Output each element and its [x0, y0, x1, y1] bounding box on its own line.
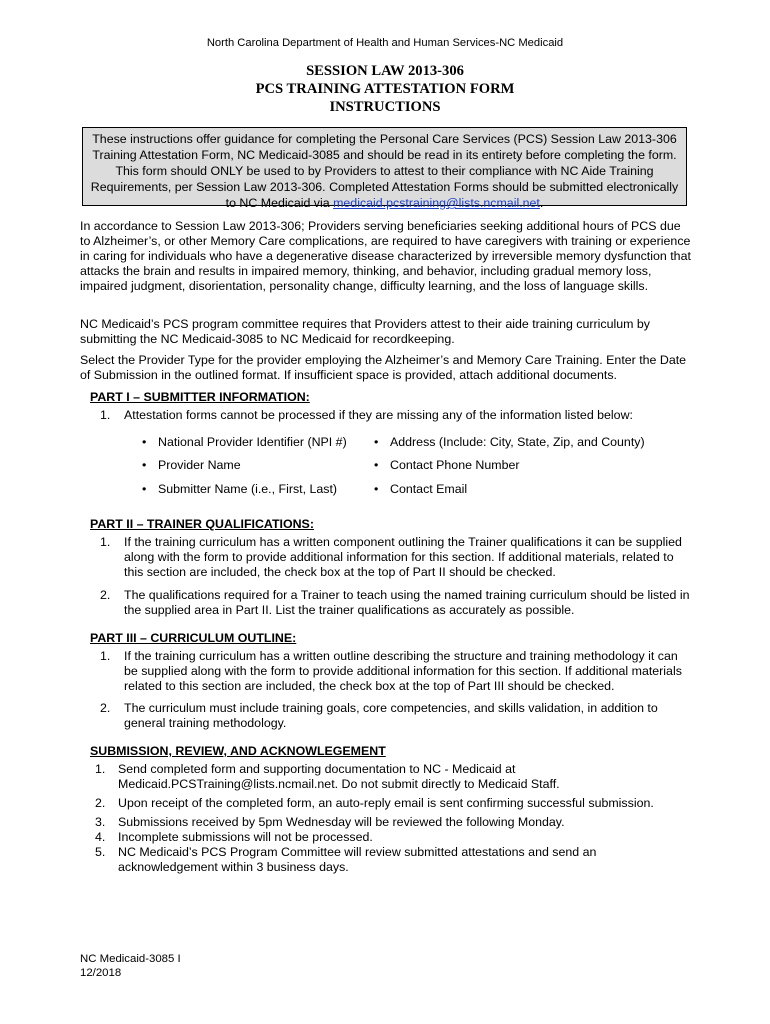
submission-heading: SUBMISSION, REVIEW, AND ACKNOWLEGEMENT [90, 744, 386, 758]
intro-paragraph-committee: NC Medicaid’s PCS program committee requires that Providers attest to their aide training curriculum by submitting the NC Medicaid-3085 to NC Medicaid for recordkeeping. [80, 317, 650, 346]
part-1-heading: PART I – SUBMITTER INFORMATION: [90, 390, 310, 404]
footer-form-id: NC Medicaid-3085 I [80, 953, 181, 965]
title-line-3: INSTRUCTIONS [329, 99, 441, 115]
agency-header: North Carolina Department of Health and Human Services-NC Medicaid [206, 37, 564, 49]
intro-text: These instructions offer guidance for completing the Personal Care Services (PCS) Session Law 2013-306 Training Attestation Form, NC Medicaid-3085 and should be read in its entirety before completing the form. This form should ONLY be used to by Providers to attest to their compliance with NC Aide Training Requirements, per Session Law 2013-306. Completed Attestation Forms should be submitted electronically to NC Medicaid via [90, 132, 679, 210]
part-3-heading: PART III – CURRICULUM OUTLINE: [90, 631, 297, 645]
page-footer [80, 952, 181, 980]
instructions-summary-box [82, 127, 687, 210]
part-2-heading: PART II – TRAINER QUALIFICATIONS: [90, 517, 314, 531]
document-title [0, 62, 770, 116]
intro-paragraph-provider-type: Select the Provider Type for the provider employing the Alzheimer’s and Memory Care Training. Enter the Date of Submission in the outlined format. If insufficient space is provided, attach additional documents. [80, 353, 687, 382]
footer-date: 12/2018 [80, 967, 122, 979]
intro-paragraph-session-law: In accordance to Session Law 2013-306; Providers serving beneficiaries seeking additional hours of PCS due to Alzheimer’s, or other Memory Care complications, are required to have caregivers with training or experience in caring for individuals who have a degenerative disease characterized by irreversible memory dysfunction that attacks the brain and results in impaired memory, thinking, and behavior, including gradual memory loss, impaired judgment, disorientation, personality change, difficulty learning, and the loss of language skills. [80, 219, 691, 293]
intro-end: . [539, 196, 544, 210]
title-line-2: PCS TRAINING ATTESTATION FORM [255, 81, 515, 97]
document-page: North Carolina Department of Health and Human Services-NC Medicaid SESSION LAW 2013-306 PCS TRAINING ATTESTATION FORM INSTRUCTIONS These instructions offer guidance for completing the Personal Care Services (PCS) Session Law 2013-306 Training Attestation Form, NC Medicaid-3085 and should be read in its entirety before completing the form. This form should ONLY be used to by Providers to attest to their compliance with NC Aide Training Requirements, per Session Law 2013-306. Completed Attestation Forms should be submitted electronically to NC Medicaid via medicaid.pcstraining@lists.ncmail.net. In accordance to Session Law 2013-306; Providers serving beneficiaries seeking additional hours of PCS due to Alzheimer’s, or other Memory Care complications, are required to have caregivers with training or experience in caring for individuals who have a degenerative disease characterized by irreversible memory dysfunction that attacks the brain and results in impaired memory, thinking, and behavior, including gradual memory loss, impaired judgment, disorientation, personality change, difficulty learning, and the loss of language skills. NC Medicaid’s PCS program committee requires that Providers attest to their aide training curriculum by submitting the NC Medicaid-3085 to NC Medicaid for recordkeeping. Select the Provider Type for the provider employing the Alzheimer’s and Memory Care Training. Enter the Date of Submission in the outlined format. If insufficient space is provided, attach additional documents. PART I – SUBMITTER INFORMATION: 1. Attestation forms cannot be processed if they are missing any of the information listed below: • National Provider Identifier (NPI #) • Provider Name • Submitter Name (i.e., First, Last) • Address (Include: City, State, Zip, and County) • Contact Phone Number • Contact Email PART II – TRAINER QUALIFICATIONS: 1. If the training curriculum has a written component outlining the Trainer qualifications it can be supplied along with the form to provide additional information for this section. If additional materials, related to this section are included, the check box at the top of Part II should be checked. 2. The qualifications required for a Trainer to teach using the named training curriculum should be listed in the supplied area in Part II. List the trainer qualifications as accurately as possible. PART III – CURRICULUM OUTLINE: 1. If the training curriculum has a written outline describing the structure and training methodology it can be supplied along with the form to provide additional information for this section. If additional materials related to this section are included, the check box at the top of Part III should be checked. 2. The curriculum must include training goals, core competencies, and skills validation, in addition to general training methodology. SUBMISSION, REVIEW, AND ACKNOWLEGEMENT 1. Send completed form and supporting documentation to NC - Medicaid at Medicaid.PCSTraining@lists.ncmail.net. Do not submit directly to Medicaid Staff. 2. Upon receipt of the completed form, an auto-reply email is sent confirming successful submission. 3. Submissions received by 5pm Wednesday will be reviewed the following Monday. 4. Incomplete submissions will not be processed. 5. NC Medicaid’s PCS Program Committee will review submitted attestations and send an acknowledgement within 3 business days. NC Medicaid-3085 I 12/2018 [0, 0, 770, 1024]
submission-email-link[interactable]: medicaid.pcstraining@lists.ncmail.net [333, 196, 540, 210]
title-line-1: SESSION LAW 2013-306 [306, 63, 464, 79]
